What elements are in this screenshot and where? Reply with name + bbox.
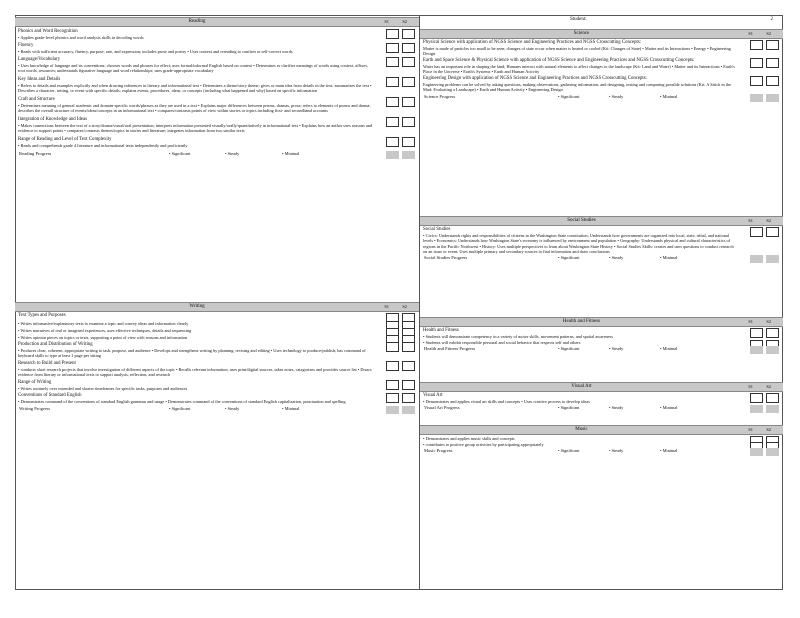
standard-heading: Earth and Space Science & Physical Science with application of NGSS Science and Engineering Practices and NGSS Crosscutting Concepts: [423,58,695,63]
progress-box-s2 [766,448,779,456]
visual-art-header [420,382,783,392]
grade-box-s2[interactable] [402,29,415,39]
progress-option-significant[interactable]: • Significant [558,448,580,453]
grade-box-s1[interactable] [386,361,399,371]
standard-row [15,342,419,359]
progress-option-steady[interactable]: • Steady [225,151,240,156]
progress-label: Science Progress [424,94,456,99]
progress-row [420,255,783,264]
standard-row [15,117,419,134]
grade-box-s2[interactable] [402,97,415,107]
progress-box-s2 [402,406,415,414]
grade-box-s2[interactable] [766,227,779,237]
grade-box-s1[interactable] [386,97,399,107]
progress-label: Music Progress [424,448,453,453]
progress-option-steady[interactable]: • Steady [225,406,240,411]
progress-option-minimal[interactable]: • Minimal [660,405,678,410]
progress-option-minimal[interactable]: • Minimal [660,255,678,260]
grade-box-s2[interactable] [766,76,779,86]
standard-row [15,328,419,333]
grade-box-s1[interactable] [386,57,399,67]
standard-row [420,436,783,441]
music-header [420,425,783,435]
progress-box-s1 [750,346,763,354]
grade-box-s2[interactable] [402,117,415,127]
standard-description: • Determines meaning of general academic and domain-specific words/phrases as they are used in a text • Explains major differences between poems, dramas, prose; refers to elements of poems and drama; describes the overall structure of events/ideas/concepts in an informational text • compares/contrasts points of view within stories or topics including first- and secondhand accounts [18,102,371,114]
standard-description: • Civics: Understands rights and responsibilities of citizens in the Washington State constitution; Understands how governments are organized into local, state, tribal, and national levels • Economics: Understands how Washington State's economy is influenced by environment and population • Geography: Understands physical and cultural characteristics of regions in the Pacific Northwest • History: Uses multiple perspectives to learn about Washington State History • Social Studies Skills: creates and uses questions to conduct research on an issue or event; Uses multiple primary and secondary sources to find information and draw conclusions [423,232,734,255]
progress-option-significant[interactable]: • Significant [558,255,580,260]
grade-box-s2[interactable] [766,40,779,50]
progress-option-minimal[interactable]: • Minimal [282,406,300,411]
grade-box-s1[interactable] [750,58,763,68]
progress-option-steady[interactable]: • Steady [609,255,624,260]
standard-description: • Applies grade-level phonics and word analysis skills in decoding words [18,34,144,40]
section-title: Social Studies [567,218,596,223]
progress-option-steady[interactable]: • Steady [609,94,624,99]
student-line [420,15,783,27]
standard-description: • Demonstrates and applies music skills and concepts [423,436,515,441]
standard-heading: Craft and Structure [18,97,55,102]
semester-2-label: S2 [766,218,771,223]
standard-row [420,227,783,254]
progress-row [15,406,419,415]
grade-box-s2[interactable] [402,77,415,87]
standard-description: • Makes connections between the text of a story/drama/visual/oral presentation; interprets information presented visually/orally/quantitatively in informational text • Explains how an author uses reasons and evidence to support points • compares/contrasts themes/topics in stories and literature; integrates information from two similar texts [18,122,373,134]
reading-section [15,17,419,27]
standard-heading: Text Types and Purposes [18,313,66,318]
left-column [15,15,420,590]
semester-2-label: S2 [766,319,771,324]
progress-label: Writing Progress [19,406,51,411]
standard-row [420,340,783,345]
grade-box-s2[interactable] [402,137,415,147]
reading-header [15,17,419,27]
standard-row [15,137,419,148]
standard-description: • Students will demonstrate competency in a variety of motor skills, movement patterns, and spatial awareness [423,333,613,339]
grade-box-s2[interactable] [766,58,779,68]
standard-row [15,361,419,378]
progress-box-s1 [750,448,763,456]
semester-2-label: S2 [766,384,771,389]
standard-description: • Writes opinion pieces on topics or texts, supporting a point of view with reasons and information [18,335,188,340]
grade-box-s1[interactable] [750,76,763,86]
semester-2-label: S2 [766,31,771,36]
progress-option-minimal[interactable]: • Minimal [660,94,678,99]
grade-box-s1[interactable] [386,43,399,53]
standard-row [15,393,419,404]
standard-heading: Health and Fitness [423,328,459,333]
standard-description: • Reads with sufficient accuracy, fluency, purpose, rate, and expression; includes prose and poetry • Uses context and rereading to confirm or self-correct words [18,48,293,54]
semester-1-label: S1 [748,31,753,36]
standard-row [420,58,783,75]
semester-2-label: S2 [402,19,407,24]
standard-row [420,393,783,404]
section-title: Reading [188,19,206,24]
standard-description: • Writes routinely over extended and shorter timeframes for specific tasks, purposes and audiences [18,385,188,391]
student-label: Student: [570,17,587,22]
progress-label: Social Studies Progress [424,255,468,260]
standard-heading: Social Studies [423,227,451,232]
standard-row [15,380,419,391]
standard-description: • Writes informative/explanatory texts to examine a topic and convey ideas and information clearly [18,321,189,326]
standard-row [420,40,783,57]
section-title: Visual Art [571,384,592,389]
social-studies-header [420,216,783,226]
science-section [420,29,783,39]
progress-option-minimal[interactable]: • Minimal [660,448,678,453]
grade-box-s1[interactable] [386,342,399,352]
progress-label: Health and Fitness Progress [424,346,476,351]
section-title: Health and Fitness [562,319,601,324]
semester-1-label: S1 [748,427,753,432]
grade-box-s2[interactable] [402,393,415,403]
standard-description: • Reads and comprehends grade 4 literature and informational texts independently and proficiently [18,142,188,148]
standard-heading: Fluency [18,43,34,48]
grade-box-s2[interactable] [402,43,415,53]
progress-box-s2 [766,255,779,263]
health-fitness-section [420,317,783,327]
progress-box-s1 [386,406,399,414]
standard-heading: Conventions of Standard English [18,393,82,398]
progress-option-steady[interactable]: • Steady [609,448,624,453]
progress-label: Reading Progress [19,151,52,156]
progress-option-minimal[interactable]: • Minimal [660,346,678,351]
progress-option-significant[interactable]: • Significant [169,151,191,156]
standard-description: Matter is made of particles too small to be seen; changes of state occur when matter is heated or cooled (Kit: Changes of State) • Matter and its Interactions • Energy • Engineering Design [423,45,731,57]
grade-box-s1[interactable] [750,227,763,237]
progress-row [420,346,783,355]
progress-option-steady[interactable]: • Steady [609,346,624,351]
semester-1-label: S1 [748,218,753,223]
grade-box-s1[interactable] [386,380,399,390]
grade-box-s2[interactable] [402,342,415,352]
progress-box-s1 [750,255,763,263]
grade-box-s1[interactable] [750,393,763,403]
standard-description: • Students will exhibit responsible personal and social behavior that respects self and others [423,340,581,345]
standard-description: Engineering problems can be solved by asking questions, making observations, gathering information, and designing, testing and comparing possible solutions (Kit: A Stitch in the Mud: Evaluating a Landscape) • Earth and Human Activity • Engineering Design [423,81,732,93]
visual-art-section [420,382,783,392]
standard-heading: Key Ideas and Details [18,77,61,82]
progress-box-s1 [750,405,763,413]
standard-description: • Demonstrates command of the conventions of standard English grammar and usage • Demonstrates command of the conventions of standard English capitalization, punctuation and spelling [18,398,346,404]
standard-row [15,313,419,319]
progress-box-s1 [386,151,399,159]
standard-heading: Language/Vocabulary [18,57,61,62]
progress-row [420,94,783,103]
progress-row [420,448,783,457]
grade-box-s2[interactable] [766,393,779,403]
standard-row [15,321,419,326]
music-section [420,425,783,435]
progress-box-s1 [750,94,763,102]
standard-description: • Refers to details and examples explicitly and when drawing inferences in literary and informational text • Determines a theme/story theme; gives or main idea from details in the text; summarizes the text • Describes a character, setting, or event with specific details; explains events, procedures, ideas, or concepts (including what happened and why) based on specific information [18,82,372,94]
progress-row [420,405,783,414]
grade-box-s1[interactable] [386,393,399,403]
progress-option-significant[interactable]: • Significant [558,346,580,351]
standard-description: • Demonstrates and applies visual art skills and concepts • Uses creative process to develop ideas [423,398,590,404]
science-header [420,29,783,39]
grade-box-s2[interactable] [402,380,415,390]
grade-box-s1[interactable] [386,137,399,147]
standard-description: • Produces clear, coherent, appropriate writing to task, purpose, and audience • Develops and strengthens writing by planning, revising and editing • Uses technology to produce/publish; has command of keyboard skills to type at least 1 page per sitting [18,347,366,359]
standard-heading: Range of Reading and Level of Text Complexity [18,137,112,142]
semester-2-label: S2 [402,304,407,309]
semester-1-label: S1 [748,384,753,389]
grade-box-s1[interactable] [750,40,763,50]
progress-box-s2 [766,94,779,102]
progress-option-steady[interactable]: • Steady [609,405,624,410]
standard-row [15,97,419,114]
standard-description: • conducts short research projects that involve investigation of different aspects of the topic • Recalls relevant information, uses print/digital sources, takes notes, categorizes and provides source list • Draws evidence from literary or informational texts to support analysis, reflection, and research [18,366,372,378]
standard-heading: Research to Build and Present [18,361,76,366]
standard-heading: Engineering Design with application of NGSS Science and Engineering Practices and NGSS Crosscutting Concepts: [423,76,647,81]
section-title: Science [573,31,590,36]
section-title: Writing [189,304,205,309]
standard-row [420,442,783,447]
standard-row [15,43,419,54]
section-title: Music [575,427,588,432]
progress-box-s2 [766,405,779,413]
grade-box-s1[interactable] [750,328,763,338]
progress-row [15,151,419,160]
standard-description: • contributes to positive group activities by participating appropriately [423,442,544,447]
right-column [420,15,783,590]
standard-row [15,57,419,74]
grade-box-s2[interactable] [402,57,415,67]
grade-box-s2[interactable] [402,361,415,371]
grade-box-s2[interactable] [766,328,779,338]
standard-row [15,29,419,40]
writing-header [15,302,419,312]
progress-option-minimal[interactable]: • Minimal [282,151,300,156]
standard-heading: Phonics and Word Recognition [18,29,78,34]
standard-description: Water has an important role in shaping the land; Humans interact with natural elements to affect changes to the landscape (Kit: Land and Water) • Matter and its Interactions • Earth's Place in the Universe • Earth's Systems • Earth and Human Activity [423,63,735,75]
writing-section [15,302,419,312]
standard-row [15,77,419,94]
grade-box-s1[interactable] [386,117,399,127]
standard-heading: Integration of Knowledge and Ideas [18,117,87,122]
standard-row [15,335,419,340]
progress-box-s2 [766,346,779,354]
progress-option-significant[interactable]: • Significant [558,94,580,99]
progress-option-significant[interactable]: • Significant [558,405,580,410]
semester-1-label: S1 [384,304,389,309]
semester-1-label: S1 [748,319,753,324]
grade-box-s1[interactable] [386,29,399,39]
standard-heading: Production and Distribution of Writing [18,342,93,347]
page-number: 2 [770,17,773,22]
standard-description: • Writes narratives of real or imagined experiences, uses effective techniques, details and sequencing [18,328,192,333]
health-fitness-header [420,317,783,327]
standard-heading: Physical Science with application of NGSS Science and Engineering Practices and NGSS Crosscutting Concepts: [423,40,642,45]
progress-box-s2 [402,151,415,159]
social-studies-section [420,216,783,226]
standard-row [420,328,783,339]
grade-box-s1[interactable] [386,77,399,87]
progress-option-significant[interactable]: • Significant [169,406,191,411]
standard-description: • Uses knowledge of language and its conventions; chooses words and phrases for effect; uses formal/informal English based on context • Determines or clarifies meanings of words using context, affixes, root words, resources; understands figurative language and word relationships; uses grade-appropriate vocabulary [18,62,368,74]
progress-label: Visual Art Progress [424,405,460,410]
standard-heading: Visual Art [423,393,443,398]
semester-1-label: S1 [384,19,389,24]
semester-2-label: S2 [766,427,771,432]
standard-heading: Range of Writing [18,380,52,385]
standard-row [420,76,783,93]
